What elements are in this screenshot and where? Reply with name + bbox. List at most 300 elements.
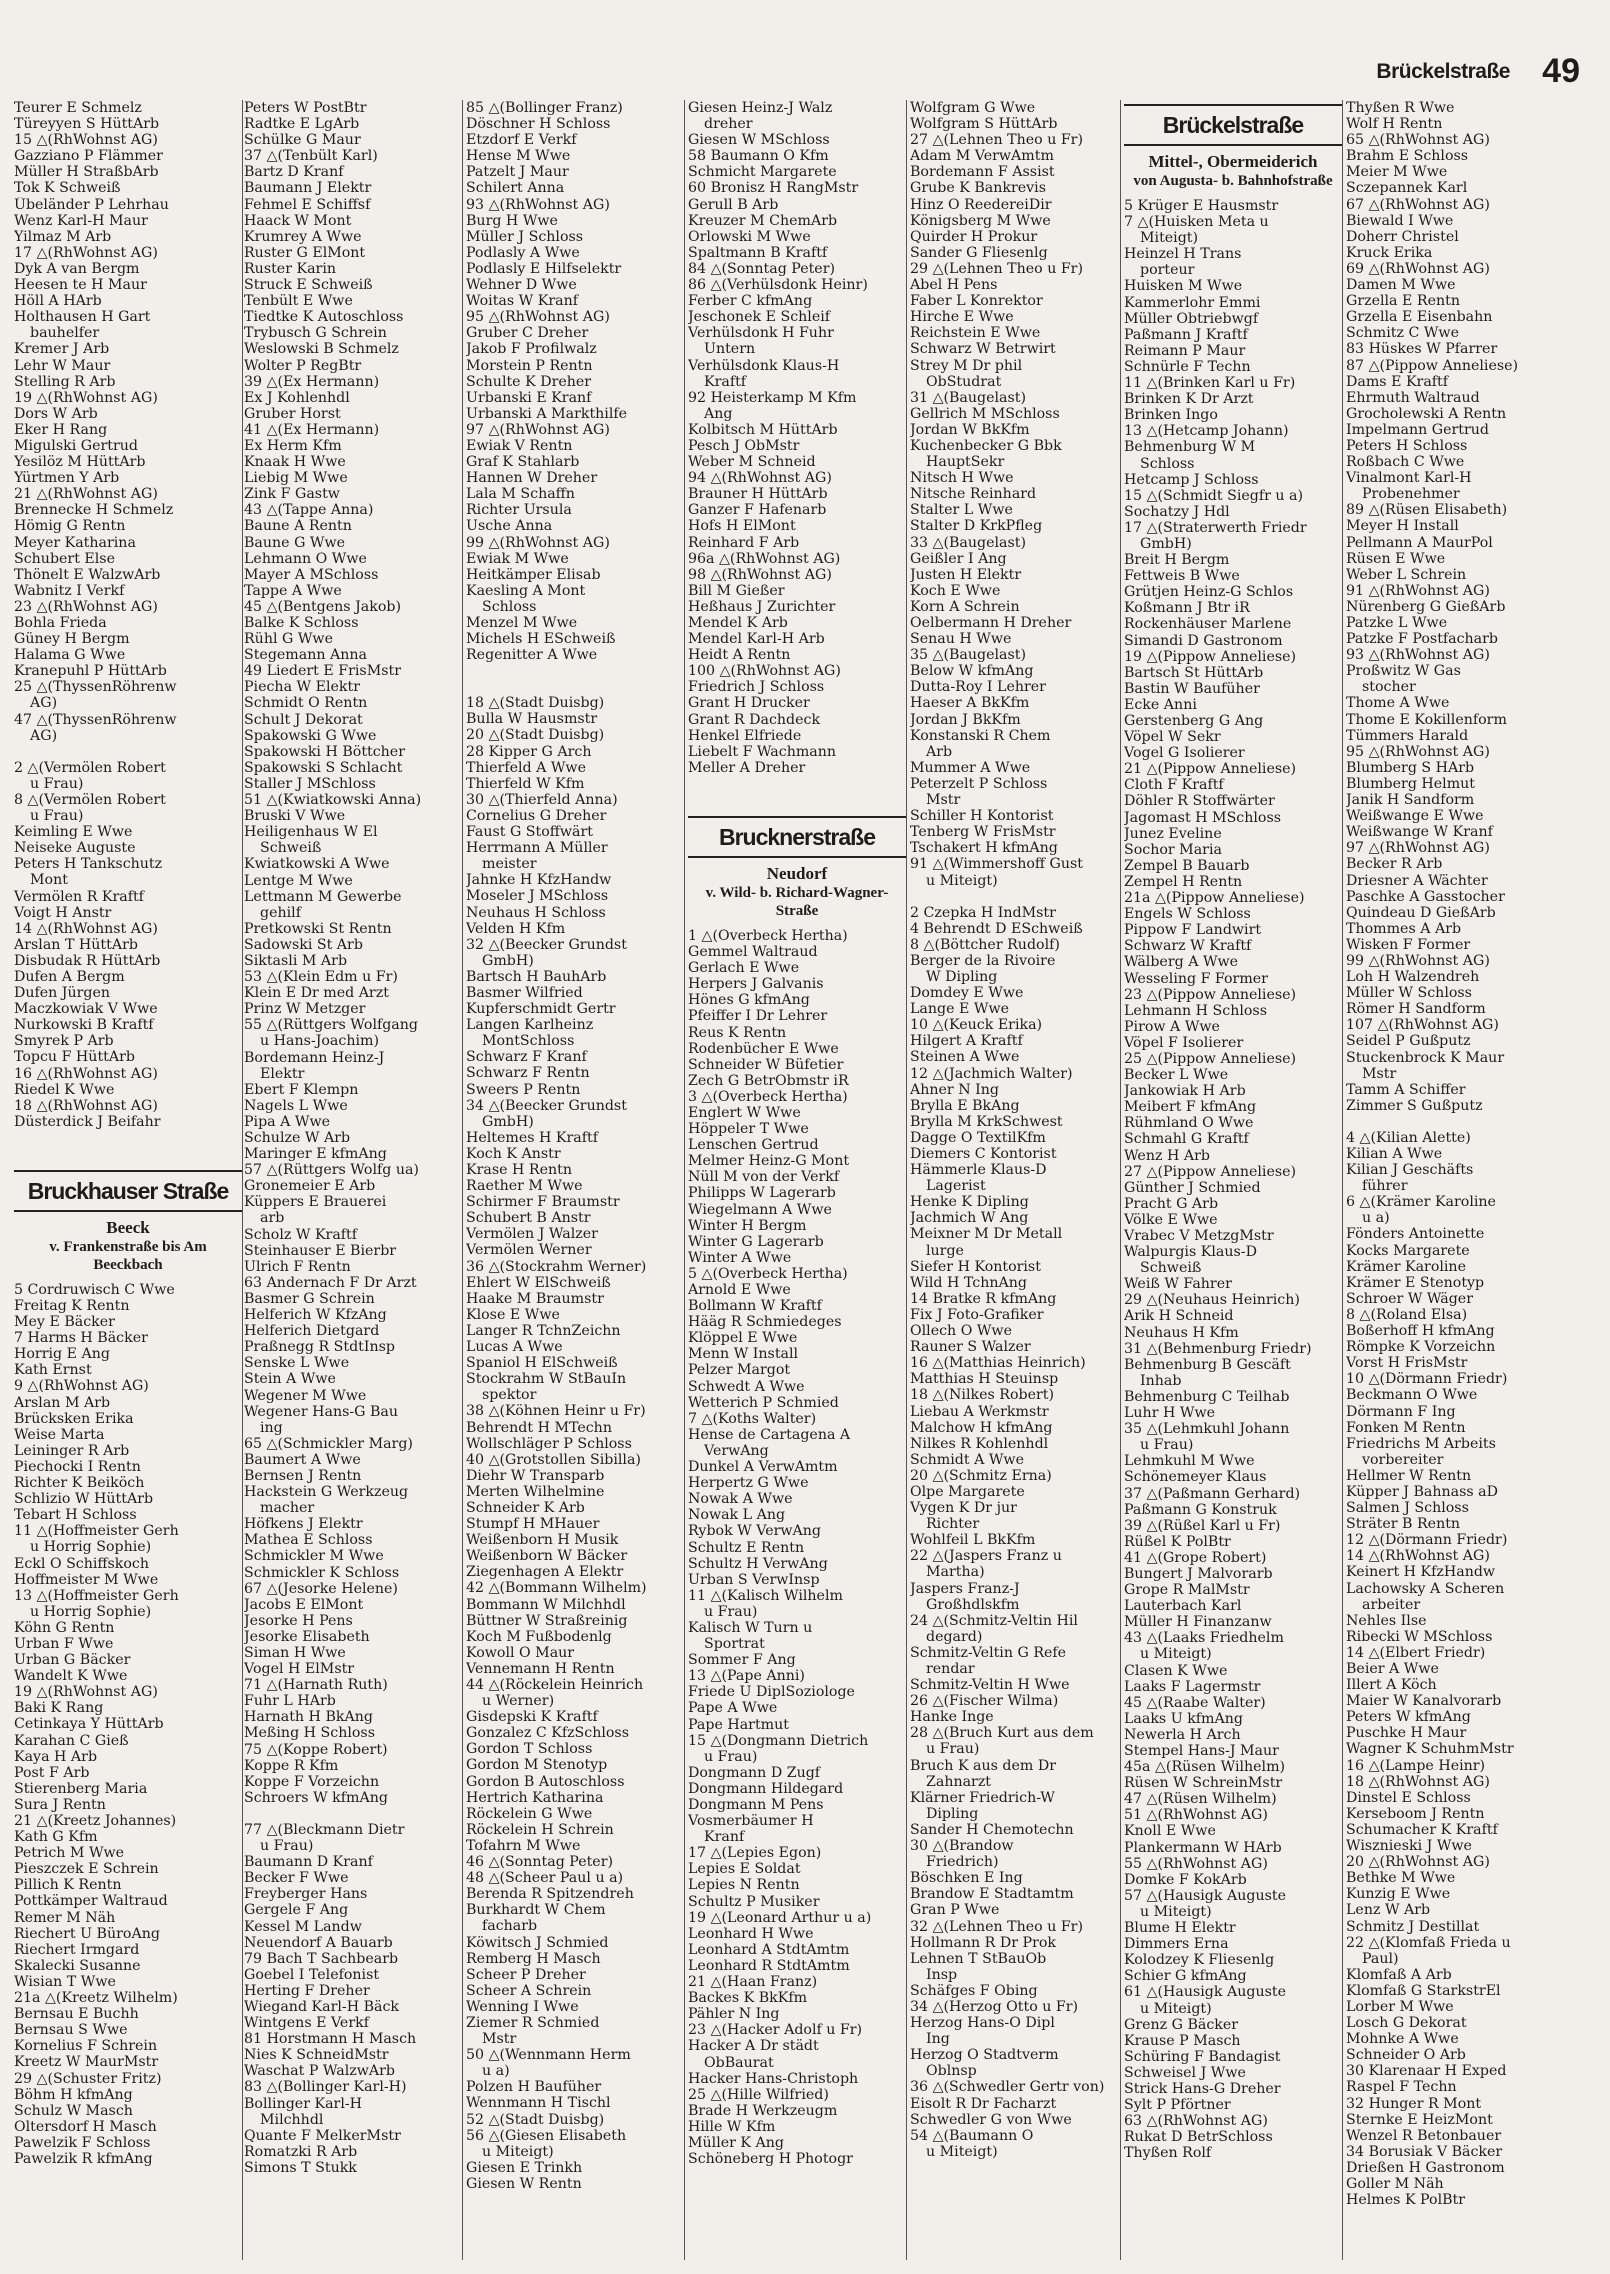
entry-line: Harnath H BkAng	[244, 1709, 373, 1726]
entry-line: 63 △(RhWohnst AG)	[1124, 2113, 1268, 2130]
entry-line: gehilf	[260, 904, 301, 921]
entry-line: Nürenberg G GießArb	[1346, 598, 1506, 615]
entry-line: 29 △(Neuhaus Heinrich)	[1124, 1292, 1300, 1309]
entry-line: Meier M Wwe	[1346, 164, 1448, 181]
entry-line: Höll A HArb	[14, 293, 102, 310]
entry-line: Sochor Maria	[1124, 841, 1222, 858]
entry-line: Gruber Horst	[244, 405, 341, 422]
entry-line: Dörmann F Ing	[1346, 1403, 1456, 1420]
entry-line: Fix J Foto-Grafiker	[910, 1306, 1044, 1323]
entry-line: Stuckenbrock K Maur	[1346, 1049, 1505, 1066]
entry-line: Salmen J Schloss	[1346, 1500, 1469, 1517]
entry-line: Jeschonek E Schleif	[688, 309, 831, 326]
entry-line: Schülke G Maur	[244, 132, 361, 149]
entry-line: Grocholewski A Rentn	[1346, 405, 1507, 422]
entry-line: 3 △(Overbeck Hertha)	[688, 1088, 848, 1105]
entry-line: Nowak L Ang	[688, 1507, 786, 1524]
entry-line: Friedrich J Schloss	[688, 679, 825, 696]
entry-line: Schmitz-Veltin H Wwe	[910, 1677, 1070, 1694]
entry-line: Voigt H Anstr	[14, 904, 112, 921]
entry-line: Backes K BkKfm	[688, 1990, 808, 2007]
entry-line: Justen H Elektr	[910, 566, 1022, 583]
entry-line: Schult J Dekorat	[244, 711, 363, 728]
entry-line: dreher	[704, 116, 753, 133]
entry-line: 81 Horstmann H Masch	[244, 2031, 417, 2048]
entry-line: Ganzer F Hafenarb	[688, 502, 827, 519]
entry-line: Ulrich F Rentn	[244, 1258, 351, 1275]
entry-line: Stumpf H MHauer	[466, 1516, 600, 1533]
entry-line: Hense de Cartagena A	[688, 1426, 851, 1443]
entry-line: 97 △(RhWohnst AG)	[466, 421, 610, 438]
entry-line: Koch K Anstr	[466, 1145, 561, 1162]
entry-line: Beckmann O Wwe	[1346, 1387, 1478, 1404]
entry-line: u Miteigt)	[1140, 2000, 1212, 2017]
entry-line: Tofahrn M Wwe	[466, 1837, 581, 1854]
entry-line: Wollschläger P Schloss	[466, 1435, 632, 1452]
entry-line: Mayer A MSchloss	[244, 566, 379, 583]
entry-line: Schüring F Bandagist	[1124, 2048, 1281, 2065]
entry-line: 31 △(Baugelast)	[910, 389, 1027, 406]
entry-line: Wisznieski J Wwe	[1346, 1838, 1472, 1855]
entry-line: u Frau)	[926, 1741, 980, 1758]
entry-line: 17 △(RhWohnst AG)	[14, 244, 158, 261]
entry-line: arb	[260, 1210, 285, 1227]
entry-line: 30 △(Thierfeld Anna)	[466, 791, 618, 808]
entry-line: Brennecke H Schmelz	[14, 502, 174, 519]
entry-line: Friedrich)	[926, 1854, 999, 1871]
entry-line: Newerla H Arch	[1124, 1726, 1241, 1743]
entry-line: Schwedler G von Wwe	[910, 2111, 1072, 2128]
entry-line: Vogel G Isolierer	[1124, 745, 1245, 762]
entry-line: Smyrek P Arb	[14, 1033, 114, 1050]
entry-line: Velden H Kfm	[466, 920, 566, 937]
entry-line: Klomfaß G StarkstrEl	[1346, 1982, 1501, 1999]
entry-line: Liebelt F Wachmann	[688, 743, 837, 760]
entry-line: 60 Bronisz H RangMstr	[688, 180, 859, 197]
entry-line: Bollinger Karl-H	[244, 2095, 363, 2112]
entry-line: Bernsau S Wwe	[14, 2022, 128, 2039]
entry-line: Reimann P Maur	[1124, 342, 1246, 359]
entry-line: Grant H Drucker	[688, 695, 810, 712]
entry-line: Leininger R Arb	[14, 1442, 130, 1459]
entry-line: Kocks Margarete	[1346, 1242, 1470, 1259]
entry-line: Peters H Schloss	[1346, 437, 1468, 454]
entry-line: Baune G Wwe	[244, 534, 346, 551]
entry-line: Heltemes H Kraftf	[466, 1129, 598, 1146]
entry-line: Lehmann O Wwe	[244, 550, 367, 567]
entry-line: Wandelt K Wwe	[14, 1668, 128, 1685]
entry-line: Domke F KokArb	[1124, 1871, 1247, 1888]
entry-line: Migulski Gertrud	[14, 437, 138, 454]
entry-line: Schmickler K Schloss	[244, 1564, 400, 1581]
entry-line: Luhr H Wwe	[1124, 1405, 1215, 1422]
entry-line: Jesorke Elisabeth	[244, 1628, 370, 1645]
entry-line: Kerseboom J Rentn	[1346, 1805, 1485, 1822]
entry-line: Jagomast H MSchloss	[1124, 809, 1282, 826]
entry-line: Vogel H ElMstr	[244, 1661, 355, 1678]
entry-line: Neuhaus H Kfm	[1124, 1324, 1239, 1341]
entry-line: 30 △(Brandow	[910, 1838, 1014, 1855]
entry-line: Rüsen W SchreinMstr	[1124, 1775, 1283, 1792]
entry-line: Beier A Wwe	[1346, 1661, 1439, 1677]
entry-line: 21 △(Haan Franz)	[688, 1974, 818, 1991]
entry-line: Nüll M von der Verkf	[688, 1169, 840, 1186]
entry-line: 100 △(RhWohnst AG)	[688, 663, 841, 680]
entry-line: 22 △(Klomfaß Frieda u	[1346, 1934, 1511, 1951]
entry-line: Podlasly E Hilfselektr	[466, 260, 622, 277]
entry-line: Jacobs E ElMont	[244, 1596, 364, 1613]
entry-line: Rodenbücher E Wwe	[688, 1040, 839, 1057]
entry-line: 21 △(Pippow Anneliese)	[1124, 761, 1297, 778]
entry-line: Wiegand Karl-H Bäck	[244, 1998, 400, 2015]
entry-line: Koßmann J Btr iR	[1124, 600, 1250, 617]
entry-line: Bruski V Wwe	[244, 808, 346, 825]
entry-line: Schier G kfmAng	[1124, 1968, 1247, 1985]
entry-line: 49 Liedert E FrisMstr	[244, 663, 401, 680]
entry-line: Patzke F Postfacharb	[1346, 631, 1499, 648]
entry-line: Baune A Rentn	[244, 518, 352, 535]
entry-line: 37 △(Tenbült Karl)	[244, 148, 378, 165]
entry-line: 36 △(Stockrahm Werner)	[466, 1258, 647, 1275]
entry-line: 15 △(RhWohnst AG)	[14, 132, 158, 149]
entry-line: Regenitter A Wwe	[466, 647, 598, 664]
entry-line: Verhülsdonk H Fuhr	[688, 325, 834, 342]
entry-line: 1 △(Overbeck Hertha)	[688, 927, 848, 944]
entry-line: Kath Ernst	[14, 1362, 92, 1379]
entry-line: Hellmer W Rentn	[1346, 1467, 1472, 1484]
entry-line: Schulz W Masch	[14, 2102, 133, 2119]
entry-line: Krämer Karoline	[1346, 1258, 1466, 1275]
entry-line: Becker R Arb	[1346, 856, 1443, 873]
entry-line: 43 △(Laaks Friedhelm	[1124, 1630, 1284, 1647]
entry-line: 107 △(RhWohnst AG)	[1346, 1017, 1499, 1034]
entry-line: Lenz W Arb	[1346, 1902, 1431, 1919]
entry-line: Becker F Wwe	[244, 1870, 349, 1887]
entry-line: 23 △(Hacker Adolf u Fr)	[688, 2022, 863, 2039]
entry-line: Urbanski A Markthilfe	[466, 405, 628, 422]
entry-line: Englert W Wwe	[688, 1104, 801, 1121]
entry-line: Baumann J Elektr	[244, 180, 372, 197]
entry-line: Thierfeld W Kfm	[466, 775, 585, 792]
entry-line: Pawelzik R kfmAng	[14, 2150, 153, 2167]
entry-line: Grant R Dachdeck	[688, 711, 821, 728]
entry-line: Pottkämper Waltraud	[14, 1893, 168, 1910]
entry-line: Nowak A Wwe	[688, 1491, 793, 1508]
entry-line: VerwAng	[704, 1442, 769, 1459]
entry-line: Fuhr L HArb	[244, 1693, 336, 1710]
entry-line: Stegemann Anna	[244, 647, 367, 664]
entry-line: 92 Heisterkamp M Kfm	[688, 389, 857, 406]
entry-line: Zech G BetrObmstr iR	[688, 1072, 849, 1089]
entry-line: Pape A Wwe	[688, 1700, 778, 1717]
spacer	[14, 1130, 242, 1166]
entry-line: Richter	[926, 1516, 980, 1533]
entry-line: 45 △(Raabe Walter)	[1124, 1694, 1266, 1711]
entry-line: Laaks F Lagermstr	[1124, 1678, 1261, 1695]
entry-line: Remberg H Masch	[466, 1950, 601, 1967]
entry-line: Zimmer S Gußputz	[1346, 1097, 1483, 1114]
entry-line: degard)	[926, 1628, 983, 1645]
entry-line: Gellrich M MSchloss	[910, 405, 1060, 422]
entry-line: Simandi D Gastronom	[1124, 632, 1283, 649]
entry-line: u Frau)	[704, 1603, 758, 1620]
entry-line: 10 △(Keuck Erika)	[910, 1017, 1043, 1034]
entry-line: Tenberg W FrisMstr	[910, 824, 1056, 841]
entry-line: Mendel K Arb	[688, 615, 788, 631]
spacer	[244, 1806, 462, 1822]
entry-line: HauptSekr	[926, 454, 1005, 471]
entry-line: Pipa A Wwe	[244, 1113, 331, 1130]
entry-line: Engels W Schloss	[1124, 906, 1251, 923]
entry-line: 7 △(Huisken Meta u	[1124, 214, 1269, 231]
entry-line: Schloss	[1140, 455, 1195, 472]
entry-line: Schönemeyer Klaus	[1124, 1469, 1267, 1486]
entry-line: Philipps W Lagerarb	[688, 1185, 836, 1202]
entry-line: Lange E Wwe	[910, 1001, 1009, 1018]
entry-line: 21 △(Kreetz Johannes)	[14, 1813, 177, 1829]
entry-line: 79 Bach T Sachbearb	[244, 1950, 399, 1967]
entry-line: vorbereiter	[1362, 1451, 1444, 1468]
directory-column-7	[1346, 100, 1586, 2260]
entry-line: Kornelius F Schrein	[14, 2038, 158, 2055]
entry-line: Sylt P Pförtner	[1124, 2097, 1231, 2114]
entry-line: Jankowiak H Arb	[1124, 1083, 1246, 1100]
entry-line: Kaya H Arb	[14, 1748, 98, 1765]
entry-line: Klomfaß A Arb	[1346, 1966, 1452, 1983]
entry-line: 53 △(Klein Edm u Fr)	[244, 969, 398, 986]
entry-line: Losch G Dekorat	[1346, 2015, 1467, 2032]
entry-line: 47 △(ThyssenRöhrenw	[14, 711, 177, 728]
entry-line: Schwedt A Wwe	[688, 1378, 805, 1395]
entry-line: Zahnarzt	[926, 1773, 992, 1790]
entry-line: 13 △(Hoffmeister Gerh	[14, 1587, 179, 1604]
entry-line: Fönders Antoinette	[1346, 1226, 1485, 1243]
entry-line: Kolodzey K Fliesenlg	[1124, 1952, 1275, 1969]
entry-line: 30 Klarenaar H Exped	[1346, 2063, 1507, 2080]
spacer	[466, 679, 684, 695]
entry-line: Urban G Bäcker	[14, 1652, 131, 1669]
entry-line: Pfeiffer I Dr Lehrer	[688, 1008, 828, 1025]
entry-line: Schultz H VerwAng	[688, 1555, 828, 1572]
entry-line: Ruster Karin	[244, 260, 337, 277]
entry-line: Kammerlohr Emmi	[1124, 294, 1261, 311]
entry-line: Heinzel H Trans	[1124, 246, 1242, 263]
entry-line: Herrmann A Müller	[466, 840, 608, 857]
entry-line: Dagge O TextilKfm	[910, 1129, 1046, 1146]
entry-line: macher	[260, 1500, 315, 1517]
entry-line: Meyer H Install	[1346, 518, 1459, 535]
entry-line: Cloth F Kraftf	[1124, 777, 1224, 794]
entry-line: Holthausen H Gart	[14, 309, 151, 326]
entry-line: Paßmann J Kraftf	[1124, 326, 1248, 343]
entry-line: Arnold E Wwe	[688, 1282, 791, 1298]
entry-line: u Frau)	[260, 1838, 314, 1855]
entry-line: Schilert Anna	[466, 180, 565, 197]
entry-line: u Frau)	[704, 1748, 758, 1765]
entry-line: Röckelein H Schrein	[466, 1821, 614, 1838]
entry-line: Berger de la Rivoire	[910, 952, 1056, 969]
entry-line: 14 △(RhWohnst AG)	[14, 920, 158, 937]
entry-line: Schwarz F Kranf	[466, 1049, 587, 1066]
entry-line: Kunzig E Wwe	[1346, 1886, 1451, 1903]
entry-line: 34 △(Beecker Grundst	[466, 1097, 627, 1114]
entry-line: Steinhauser E Bierbr	[244, 1242, 397, 1259]
entry-line: Güney H Bergm	[14, 631, 130, 648]
entry-line: Heitkämper Elisab	[466, 566, 601, 583]
entry-line: Basmer Wilfried	[466, 984, 583, 1001]
entry-line: Mont	[30, 872, 68, 889]
entry-line: Damen M Wwe	[1346, 277, 1456, 294]
entry-line: Spakowski H Böttcher	[244, 743, 405, 760]
entry-line: Sweers P Rentn	[466, 1081, 581, 1098]
entry-line: Arslan T HüttArb	[14, 936, 138, 953]
entry-line: 55 △(RhWohnst AG)	[1124, 1855, 1268, 1872]
entry-line: Pähler N Ing	[688, 2006, 780, 2023]
entry-line: 89 △(Rüsen Elisabeth)	[1346, 502, 1508, 519]
entry-line: Thyßen Rolf	[1124, 2145, 1212, 2162]
entry-line: Hanke Inge	[910, 1709, 994, 1726]
entry-line: W Dipling	[926, 968, 998, 985]
entry-line: Kessel M Landw	[244, 1918, 362, 1935]
entry-line: Vygen K Dr jur	[910, 1500, 1017, 1517]
entry-line: Diemers C Kontorist	[910, 1146, 1057, 1162]
entry-line: Elektr	[260, 1065, 305, 1082]
entry-line: Gordon M Stenotyp	[466, 1757, 608, 1774]
entry-line: 10 △(Dörmann Friedr)	[1346, 1371, 1508, 1388]
entry-line: Raether M Wwe	[466, 1178, 583, 1195]
entry-line: Zempel H Rentn	[1124, 873, 1243, 890]
entry-line: Oelbermann H Dreher	[910, 615, 1072, 631]
entry-line: Gergele F Ang	[244, 1902, 349, 1919]
entry-line: Rauner S Walzer	[910, 1339, 1031, 1356]
entry-line: Römer H Sandform	[1346, 1001, 1486, 1018]
entry-line: Arik H Schneid	[1124, 1308, 1234, 1325]
entry-line: 29 △(Lehnen Theo u Fr)	[910, 260, 1084, 277]
entry-line: Maczkowiak V Wwe	[14, 1001, 158, 1018]
entry-line: 28 △(Bruch Kurt aus dem	[910, 1725, 1094, 1742]
entry-line: 25 △(Pippow Anneliese)	[1124, 1050, 1297, 1067]
entry-line: Tamm A Schiffer	[1346, 1081, 1466, 1098]
entry-line: 8 △(Roland Elsa)	[1346, 1306, 1468, 1323]
entry-line: u Miteigt)	[926, 872, 998, 889]
entry-line: Kilian A Wwe	[1346, 1146, 1443, 1162]
entry-line: Schwarz W Kraftf	[1124, 938, 1252, 955]
entry-line: Kolbitsch M HüttArb	[688, 421, 838, 438]
district-name: Mittel-, Obermeiderich	[1148, 152, 1318, 171]
entry-line: Kranepuhl P HüttArb	[14, 663, 167, 680]
entry-line: 34 △(Herzog Otto u Fr)	[910, 1998, 1079, 2015]
entry-line: Schulte K Dreher	[466, 373, 592, 390]
entry-line: Seidel P Gußputz	[1346, 1033, 1471, 1050]
entry-line: Brade H Werkzeugm	[688, 2102, 838, 2119]
entry-line: Köwitsch J Schmied	[466, 1934, 609, 1951]
entry-line: Kraftf	[704, 373, 747, 390]
entry-line: Stierenberg Maria	[14, 1780, 148, 1797]
entry-line: Pracht G Arb	[1124, 1195, 1219, 1212]
entry-line: Mstr	[926, 792, 961, 809]
entry-line: Wild H TchnAng	[910, 1274, 1027, 1291]
entry-line: Bommann W Milchhdl	[466, 1596, 626, 1613]
entry-line: Liebig M Wwe	[244, 470, 348, 487]
entry-line: u Miteigt)	[1140, 1903, 1212, 1920]
entry-line: Sura J Rentn	[14, 1796, 106, 1813]
entry-line: u Miteigt)	[926, 2143, 998, 2160]
entry-line: Grütjen Heinz-G Schlos	[1124, 584, 1294, 601]
entry-line: Ruster G ElMont	[244, 244, 366, 261]
entry-line: Strey M Dr phil	[910, 357, 1023, 374]
entry-line: Schiller H Kontorist	[910, 808, 1054, 825]
entry-line: Ing	[926, 2031, 950, 2048]
entry-line: Baki K Rang	[14, 1700, 104, 1717]
entry-line: Thönelt E WalzwArb	[14, 566, 161, 583]
entry-line: Biewald I Wwe	[1346, 212, 1454, 229]
entry-line: Sternke E HeizMont	[1346, 2111, 1493, 2128]
entry-line: Richter K Beiköch	[14, 1475, 145, 1492]
entry-line: Romatzki R Arb	[244, 2143, 358, 2160]
page-header	[1300, 52, 1580, 96]
entry-line: Giesen Heinz-J Walz	[688, 100, 833, 116]
spacer	[1346, 1114, 1586, 1130]
entry-line: Gemmel Waltraud	[688, 944, 818, 961]
entry-line: Müller H Finanzanw	[1124, 1614, 1272, 1631]
entry-line: 93 △(RhWohnst AG)	[466, 196, 610, 213]
entry-line: Paschke A Gasstocher	[1346, 888, 1505, 905]
entry-line: Langen Karlheinz	[466, 1017, 594, 1034]
entry-line: Hille W Kfm	[688, 2118, 776, 2135]
entry-line: Weißwange E Wwe	[1346, 808, 1484, 825]
entry-line: Junez Eveline	[1124, 825, 1222, 842]
entry-line: Quante F MelkerMstr	[244, 2127, 401, 2144]
entry-line: Langer R TchnZeichn	[466, 1322, 621, 1339]
entry-line: 36 △(Schwedler Gertr von)	[910, 2079, 1105, 2096]
entry-line: Helferich W KfzAng	[244, 1307, 387, 1324]
entry-line: 55 △(Rüttgers Wolfgang	[244, 1017, 418, 1034]
entry-line: Bernsau E Buchh	[14, 2006, 139, 2023]
entry-line: Wolter P RegBtr	[244, 357, 362, 374]
entry-line: Vöpel W Sekr	[1124, 729, 1221, 746]
entry-line: 71 △(Harnath Ruth)	[244, 1677, 388, 1694]
entry-line: AG)	[30, 727, 58, 744]
entry-line: Schloss	[482, 598, 537, 615]
entry-line: Oltersdorf H Masch	[14, 2118, 157, 2135]
entry-line: Völke E Wwe	[1124, 1211, 1218, 1228]
entry-line: Bulla W Hausmstr	[466, 711, 598, 728]
entry-line: Mummer A Wwe	[910, 759, 1031, 776]
entry-line: 9 △(RhWohnst AG)	[14, 1378, 149, 1395]
entry-line: 8 △(Vermölen Robert	[14, 791, 166, 808]
entry-line: Lachowsky A Scheren	[1346, 1580, 1505, 1597]
entry-line: Lenschen Gertrud	[688, 1137, 819, 1154]
entry-line: Lehr W Maur	[14, 357, 111, 374]
entry-line: Brücksken Erika	[14, 1410, 134, 1427]
entry-line: Faber L Konrektor	[910, 293, 1043, 310]
entry-line: Domdey E Wwe	[910, 985, 1024, 1002]
entry-line: Schubert Else	[14, 550, 115, 567]
entry-line: Bill M Gießer	[688, 582, 785, 599]
entry-line: Schubert B Anstr	[466, 1210, 591, 1227]
entry-line: Wintgens E Verkf	[244, 2015, 369, 2032]
entry-line: Königsberg M Wwe	[910, 212, 1051, 229]
entry-line: Nitsche Reinhard	[910, 486, 1037, 503]
entry-line: Vermölen Werner	[466, 1242, 592, 1259]
entry-line: Düsterdick J Beifahr	[14, 1113, 161, 1130]
street-heading	[14, 1170, 242, 1274]
entry-line: Janik H Sandform	[1346, 792, 1475, 809]
entry-line: 91 △(RhWohnst AG)	[1346, 582, 1490, 599]
entry-line: Vöpel F Isolierer	[1124, 1034, 1244, 1051]
entry-line: Wegener Hans-G Bau	[244, 1403, 399, 1420]
entry-line: Hirche E Wwe	[910, 309, 1014, 326]
